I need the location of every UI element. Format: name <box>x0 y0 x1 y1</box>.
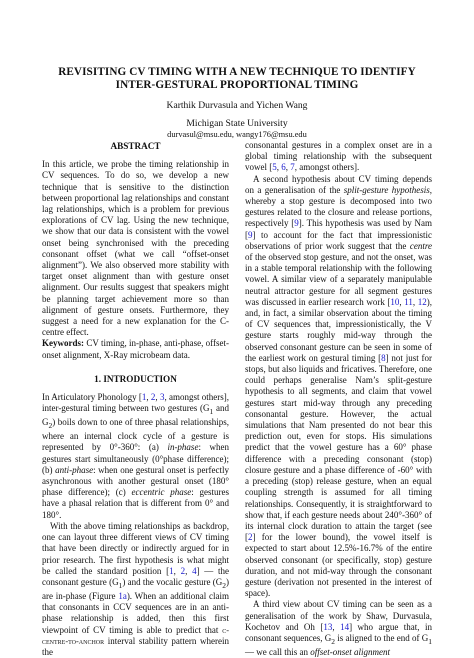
author-emails: durvasul@msu.edu, wangy176@msu.edu <box>167 130 307 139</box>
right-paragraph-2: A second hypothesis about CV timing depends on a generalisation of the split-gesture hypothesis, whereby a stop gesture is decomposed into two gestures related to the closure and release portions, respectively [9]. This hypothesis was used by Nam [9] to account for the fact that impressionistic observations of prior work suggest that the centre of the observed stop gesture, and not the onset, was in a stable temporal relationship with the following vowel. A similar view of a separately manipulable neutral attractor gesture for all segment gestures was discussed in earlier research work [10, 11, 12), and, in fact, a similar observation about the timing of CV sequences that, impressionistically, the V gesture starts roughly mid-way through the observed consonant gesture can be seen in some of the earliest work on gestural timing [8] not just for stops, but also liquids and fricatives. Therefore, one could perhaps generalise Nam’s split-gesture hypothesis to all segments, and claim that vowel gestures start mid-way through any preceding consonantal gesture. However, the actual simulations that Nam presented do not bear this prediction out, even for stops. His simulations predict that the vowel gesture has a 60° phase difference with a preceding consonant (stop) closure gesture and a phase difference of -60° with a preceding (stop) release gesture, when an equal coupling strength is assumed for all timing relationships. Consequently, it is straightforward to show that, if each gesture needs about 240°-360° of its internal clock duration to attain the target (see [2] for the lower bound), the vowel itself is expected to start about 12.5%-16.7% of the entire observed consonant (or specifically, stop) gesture duration, and not mid-way through the consonant gesture (derivation not presented in the interest of space). <box>245 173 433 599</box>
affiliation: Michigan State University <box>186 118 288 129</box>
term-split-gesture: split-gesture hypothesis <box>343 184 430 195</box>
text-span: ), and, in fact, a similar observation about the timing of CV sequences that, impressionistically, the V gesture starts roughly mid-way through the observed consonant gesture can be seen in some of the earliest work on gestural timing [ <box>245 296 432 363</box>
text-span: of the observed stop gesture, and not the onset, was in a stable temporal relationship with the following vowel. A similar view of a separately manipulable neutral attractor gesture for all segment gestures was discussed in earlier research work [ <box>245 252 432 307</box>
right-paragraph-3: A third view about CV timing can be seen as a generalisation of the work by Shaw, Durvasula, Kochetov and Oh [13, 14] who argue that, in consonant sequences, $G_2$ is aligned to the end of $G_1$ — we call this an offset-onset alignment <box>245 599 433 657</box>
text-span: : gestures have a phasal relation that is different from 0° and 180°. <box>42 487 229 520</box>
text-span: ) and the vocalic gesture (G <box>122 576 223 587</box>
citation-link[interactable]: 8 <box>381 352 386 363</box>
citation-link[interactable]: 13 <box>323 621 333 632</box>
citation-link[interactable]: 6 <box>281 162 286 173</box>
text-span: ] not just for stops, but also liquids and fricatives. Therefore, one could perhaps generalise Nam’s split-gesture hypothesis to all segments, and claim that vowel gestures start mid-way through any preceding consonantal gesture. However, the actual simulations that Nam presented do not bear this prediction out, even for stops. His simulations predict that the vowel gesture has a 60° phase difference with a preceding consonant (stop) closure gesture and a phase difference of -60° with a preceding (stop) release gesture, when an equal coupling strength is assumed for all timing relationships. Consequently, it is straightforward to show that, if each gesture needs about 240°-360° of its internal clock duration to attain the target (see [ <box>245 352 432 543</box>
text-span: : when one gestural onset is perfectly asynchronous with another gestural onset (180° phase difference); (c) <box>42 464 229 498</box>
title-line-2: INTER-GESTURAL PROPORTIONAL TIMING <box>115 79 359 91</box>
right-column <box>245 140 432 658</box>
citation-link[interactable]: 1 <box>169 565 174 576</box>
abstract-heading: ABSTRACT <box>110 141 161 151</box>
citation-link[interactable]: 9 <box>294 218 299 229</box>
keywords-label: Keywords: <box>42 338 84 349</box>
right-paragraph-1: consonantal gestures in a complex onset are in a global timing relationship with the subsequent vowel [5, 6, 7, amongst others]. <box>245 140 432 173</box>
citation-link[interactable]: 4 <box>192 565 197 576</box>
text-span: , amongst others], inter-gestural timing between two gestures (G <box>42 392 230 414</box>
intro-paragraph-2: With the above timing relationships as backdrop, one can layout three different views of CV timing that have been directly or indirectly argued for in prior research. The first hypothesis is what might be called the standard position [1, 2, 4] — the consonant gesture $(G_1)$ and the vocalic gesture $(G_2)$ are in-phase (Figure 1a). When an additional claim that consonants in CCV sequences are in an anti-phase relationship is added, then this first viewpoint of CV timing is able to predict that c-centre-to-anchor interval stability pattern wherein the <box>42 520 230 657</box>
text-span: ]. This hypothesis was used by Nam [ <box>245 218 433 240</box>
paper-title <box>30 66 444 92</box>
citation-link[interactable]: 1 <box>141 392 147 403</box>
keywords-paragraph <box>42 338 229 360</box>
term-eccentric-phase: eccentric phase <box>131 487 192 498</box>
citation-link[interactable]: 7 <box>290 162 295 173</box>
text-span: consonantal gestures in a complex onset are in a global timing relationship with the subsequent vowel [ <box>245 140 432 173</box>
text-span: ] to account for the fact that impressionistic observations of prior work suggest that the <box>245 229 432 251</box>
text-span: ] — the consonant gesture (G <box>42 565 230 587</box>
text-span: : when gestures start simultaneously (0°phase difference); (b) <box>42 442 229 475</box>
citation-link[interactable]: 11 <box>404 296 413 307</box>
term-centre: centre <box>409 240 432 251</box>
figure-reference-link[interactable]: 1a <box>118 590 127 601</box>
introduction-heading: 1. INTRODUCTION <box>94 373 177 384</box>
title-line-1: REVISITING CV TIMING WITH A NEW TECHNIQUE TO IDENTIFY <box>58 66 416 78</box>
text-span: ] for the lower bound), the vowel itself is expected to start about 12.5%-16.7% of the entire observed consonant (or specifically, stop) gesture duration, and not mid-way through the consonant gesture (derivation not presented in the interest of space). <box>245 532 432 599</box>
term-in-phase: in-phase <box>167 442 199 453</box>
text-span: A second hypothesis about CV timing depends on a generalisation of the <box>245 173 432 195</box>
text-span: A third view about CV timing can be seen as a generalisation of the work by Shaw, Durvasula, Kochetov and Oh [ <box>245 599 432 632</box>
term-offset-onset-alignment: offset-onset alignment <box>310 646 390 657</box>
text-span: ) boils down to one of three phasal relationships, where an internal clock cycle of a gesture is represented by 0°-360°: (a) <box>42 417 229 453</box>
text-span: is aligned to the end of G <box>334 632 429 643</box>
citation-link[interactable]: 14 <box>340 621 350 632</box>
intro-paragraph-1: In Articulatory Phonology [1, 2, 3, amongst others], inter-gestural timing between two gestures ($G_1$ and $G_2$) boils down to one of three phasal relationships, where an internal clock cycle of a gesture is represented by 0°-360°: (a) in-phase: when gestures start simultaneously (0°phase difference); (b) anti-phase: when one gestural onset is perfectly asynchronous with another gestural onset (180° phase difference); (c) eccentric phase: gestures have a phasal relation that is different from 0° and 180°. <box>42 392 230 520</box>
text-span: ). When an additional claim that consonants in CCV sequences are in an anti-phase relationship is added, then this first viewpoint of CV timing is able to predict that <box>42 590 229 635</box>
text-span: ) are in-phase (Figure <box>42 576 229 601</box>
text-span: and G <box>42 403 229 428</box>
text-span: interval stability pattern wherein the <box>42 635 229 657</box>
abstract-text: In this article, we probe the timing relationship in CV sequences. To do so, we develop a new technique that is sensitive to the distinction between proportional lag relationships and constant lag relationships, which is a problem for previous explorations of CV lag. Using the new technique, we show that our data is consistent with the vowel onset being synchronised with the preceding consonant offset (what we call “offset-onset alignment”). We also observed more stability with target onset alignment than with gesture onset alignment. Our results suggest that speakers might be planning target achievement more so than alignment of gesture onsets. Furthermore, they suggest a need for a new explanation for the C-centre effect. <box>42 159 229 338</box>
text-span: In Articulatory Phonology [ <box>42 392 142 403</box>
text-span: ] who argue that, in consonant sequences, G <box>245 621 433 643</box>
text-span: , amongst others]. <box>294 162 360 173</box>
affiliation-block <box>0 118 474 140</box>
text-span: With the above timing relationships as backdrop, one can layout three different views of CV timing that have been directly or indirectly argued for in prior research. The first hypothesis is what might be called the standard position [ <box>42 520 229 576</box>
keywords-text: CV timing, in-phase, anti-phase, offset-onset alignment, X-Ray microbeam data. <box>42 338 229 360</box>
text-span: — we call this an <box>245 646 311 657</box>
term-c-centre-to-anchor: c-centre-to-anchor <box>42 625 229 646</box>
citation-link[interactable]: 10 <box>390 296 400 307</box>
citation-link[interactable]: 5 <box>272 162 277 173</box>
citation-link[interactable]: 3 <box>159 392 165 403</box>
left-column <box>42 141 229 658</box>
author-names: Karthik Durvasula and Yichen Wang <box>166 100 308 111</box>
text-span: , whereby a stop gesture is decomposed into two gestures related to the closure and release portions, respectively [ <box>245 184 432 229</box>
citation-link[interactable]: 12 <box>417 296 427 307</box>
term-anti-phase: anti-phase <box>55 464 94 475</box>
citation-link[interactable]: 2 <box>248 532 253 543</box>
citation-link[interactable]: 9 <box>248 229 253 240</box>
citation-link[interactable]: 2 <box>150 392 156 403</box>
citation-link[interactable]: 2 <box>180 565 186 576</box>
